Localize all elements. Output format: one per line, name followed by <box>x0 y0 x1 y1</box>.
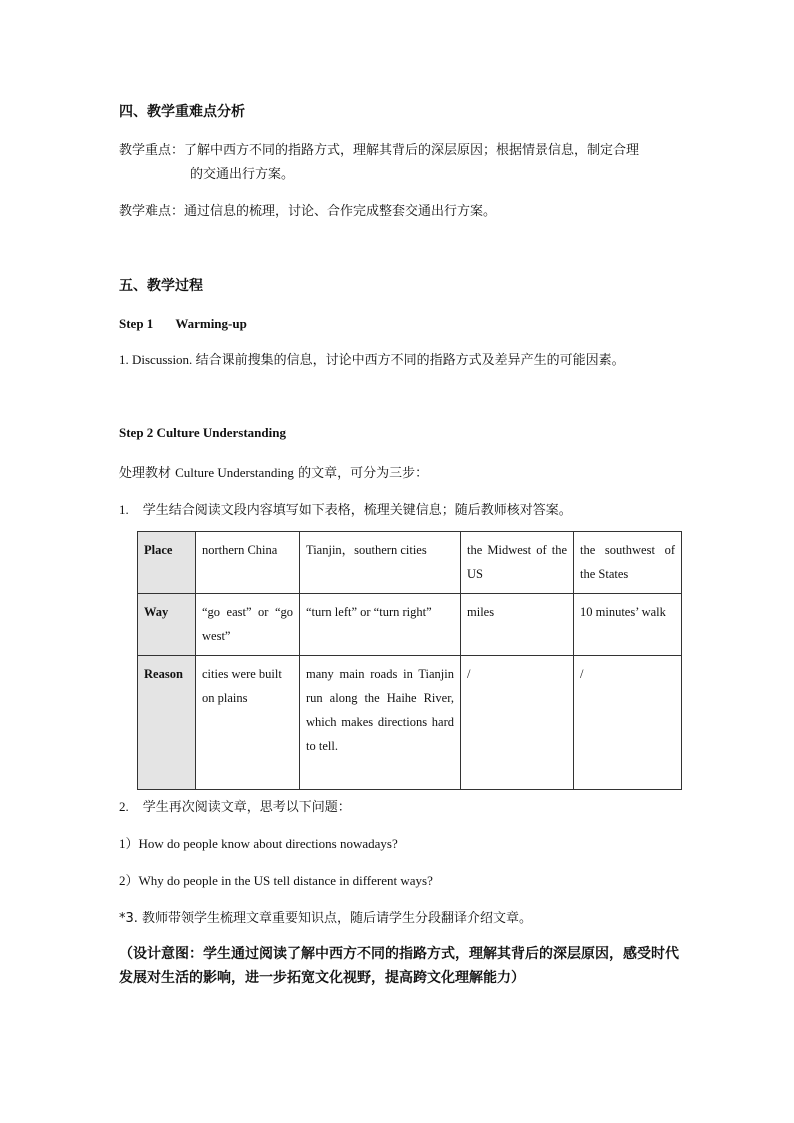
step-2-item-2-text: 学生再次阅读文章，思考以下问题： <box>142 800 351 815</box>
table-row-reason <box>138 656 682 790</box>
table-cell: / <box>574 656 682 790</box>
step-1-item-1-text: 结合课前搜集的信息，讨论中西方不同的指路方式及差异产生的可能因素。 <box>195 353 625 368</box>
step-2-intro-c: 的文章，可分为三步： <box>293 466 429 481</box>
table-header-cell: Place <box>138 532 196 594</box>
table-cell: the Midwest of the US <box>461 532 574 594</box>
step-2-item-2-number: 2. <box>119 799 129 814</box>
design-intent: （设计意图：学生通过阅读了解中西方不同的指路方式，理解其背后的深层原因，感受时代发展对生活的影响，进一步拓宽文化视野，提高跨文化理解能力） <box>119 946 679 986</box>
question-2: 2）Why do people in the US tell distance in different ways? <box>119 873 433 888</box>
difficulty-line <box>119 200 496 219</box>
table-cell: many main roads in Tianjin run along the Haihe River, which makes directions hard to tell. <box>300 656 461 790</box>
step-2-heading: Step 2 Culture Understanding <box>119 425 286 440</box>
info-table <box>137 531 682 790</box>
step-2-item-1-text: 学生结合阅读文段内容填写如下表格，梳理关键信息；随后教师核对答案。 <box>142 503 572 518</box>
step-2-item-1 <box>119 499 572 518</box>
table-header-cell: Reason <box>138 656 196 790</box>
key-points-line-1 <box>119 139 639 158</box>
table-cell: northern China <box>196 532 300 594</box>
key-points-text: 了解中西方不同的指路方式，理解其背后的深层原因；根据情景信息，制定合理 <box>184 143 640 158</box>
section-5-title: 五、教学过程 <box>119 278 203 294</box>
step-1-name: Warming-up <box>175 316 247 331</box>
step-2-intro-a: 处理教材 <box>119 466 176 481</box>
table-header-cell: Way <box>138 594 196 656</box>
table-cell: 10 minutes’ walk <box>574 594 682 656</box>
table-cell: / <box>461 656 574 790</box>
key-points-line-2: 的交通出行方案。 <box>190 167 295 182</box>
table-cell: cities were built on plains <box>196 656 300 790</box>
step-2-item-2 <box>119 796 351 815</box>
table-cell: “turn left” or “turn right” <box>300 594 461 656</box>
table-row-place <box>138 532 682 594</box>
step-2-intro-b: Culture Understanding <box>175 465 294 480</box>
step-2-item-1-number: 1. <box>119 502 129 517</box>
table-cell: miles <box>461 594 574 656</box>
table-cell: “go east” or “go west” <box>196 594 300 656</box>
table-cell: Tianjin，southern cities <box>300 532 461 594</box>
step-2-item-3: *3. 教师带领学生梳理文章重要知识点，随后请学生分段翻译介绍文章。 <box>119 911 533 926</box>
step-1-item-1 <box>119 349 625 368</box>
table-row-way <box>138 594 682 656</box>
step-1-heading <box>119 313 247 332</box>
difficulty-text: 通过信息的梳理，讨论、合作完成整套交通出行方案。 <box>184 204 497 219</box>
question-1: 1）How do people know about directions nowadays? <box>119 836 398 851</box>
table-cell: the southwest of the States <box>574 532 682 594</box>
difficulty-label: 教学难点： <box>119 204 185 219</box>
step-1-label: Step 1 <box>119 316 154 331</box>
section-4-title: 四、教学重难点分析 <box>119 104 245 120</box>
key-points-label: 教学重点： <box>119 143 185 158</box>
step-1-item-1-prefix: 1. Discussion. <box>119 352 196 367</box>
step-2-intro <box>119 462 428 481</box>
